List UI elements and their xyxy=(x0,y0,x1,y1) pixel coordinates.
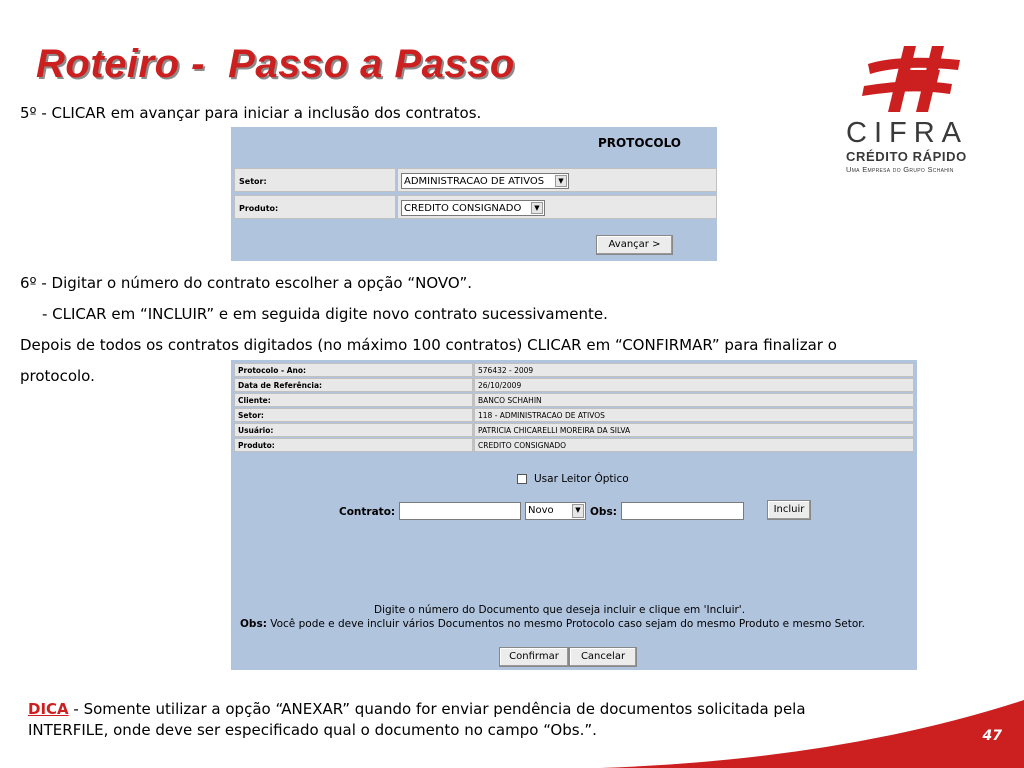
logo-subtitle: Uma Empresa do Grupo Schahin xyxy=(846,165,954,174)
info-label: Setor: xyxy=(234,408,473,422)
info-value: 26/10/2009 xyxy=(474,378,914,392)
chevron-down-icon: ▼ xyxy=(555,175,567,187)
note-text xyxy=(240,618,865,630)
info-row xyxy=(234,423,914,437)
protocol-heading: PROTOCOLO xyxy=(597,136,681,150)
info-value: CREDITO CONSIGNADO xyxy=(474,438,914,452)
protocol-form xyxy=(231,127,717,261)
obs-label: Obs: xyxy=(590,506,617,518)
setor-label: Setor: xyxy=(234,168,396,192)
tip-label: DICA xyxy=(28,700,69,718)
contrato-input[interactable] xyxy=(399,502,521,520)
info-label: Data de Referência: xyxy=(234,378,473,392)
info-label: Produto: xyxy=(234,438,473,452)
incluir-button[interactable]: Incluir xyxy=(767,500,811,520)
setor-row xyxy=(234,168,717,192)
slide-title: Roteiro - Passo a Passo xyxy=(36,42,515,86)
tip-body: - Somente utilizar a opção “ANEXAR” quando for enviar pendência de documentos solicitada pela INTERFILE, onde deve ser especificado qual o documento no campo “Obs.”. xyxy=(28,700,806,739)
tipo-select[interactable] xyxy=(525,502,586,520)
info-row xyxy=(234,438,914,452)
produto-select-value: CREDITO CONSIGNADO xyxy=(404,203,522,214)
info-row xyxy=(234,378,914,392)
leitor-optico-label: Usar Leitor Óptico xyxy=(534,473,629,485)
contract-entry-form xyxy=(231,360,917,670)
step-6-text: 6º - Digitar o número do contrato escolher a opção “NOVO”. xyxy=(20,274,472,292)
tipo-select-value: Novo xyxy=(528,505,554,516)
leitor-optico-checkbox[interactable] xyxy=(517,474,527,484)
produto-row xyxy=(234,195,717,219)
setor-cell xyxy=(397,168,717,192)
chevron-down-icon: ▼ xyxy=(572,504,584,518)
page-number: 47 xyxy=(982,728,1002,744)
step-6-protocolo-text: protocolo. xyxy=(20,367,95,385)
avancar-button[interactable]: Avançar > xyxy=(596,235,673,255)
confirmar-button[interactable]: Confirmar xyxy=(499,647,569,667)
info-row xyxy=(234,363,914,377)
info-label: Usuário: xyxy=(234,423,473,437)
obs-input[interactable] xyxy=(621,502,744,520)
info-value: BANCO SCHAHIN xyxy=(474,393,914,407)
info-value: PATRICIA CHICARELLI MOREIRA DA SILVA xyxy=(474,423,914,437)
step-5-text: 5º - CLICAR em avançar para iniciar a inclusão dos contratos. xyxy=(20,104,482,122)
info-row xyxy=(234,393,914,407)
note-label: Obs: xyxy=(240,618,267,630)
instruction-text: Digite o número do Documento que deseja incluir e clique em 'Incluir'. xyxy=(374,604,746,616)
info-value: 118 - ADMINISTRACAO DE ATIVOS xyxy=(474,408,914,422)
logo-tagline: CRÉDITO RÁPIDO xyxy=(846,149,967,164)
logo-word: CIFRA xyxy=(846,117,968,149)
note-body: Você pode e deve incluir vários Documentos no mesmo Protocolo caso sejam do mesmo Produto e mesmo Setor. xyxy=(266,618,865,630)
corner-decoration xyxy=(600,700,1024,768)
info-row xyxy=(234,408,914,422)
produto-select[interactable] xyxy=(401,200,545,216)
contrato-label: Contrato: xyxy=(339,506,396,518)
info-label: Cliente: xyxy=(234,393,473,407)
step-6-confirmar-text: Depois de todos os contratos digitados (no máximo 100 contratos) CLICAR em “CONFIRMAR” para finalizar o xyxy=(20,336,837,354)
produto-cell xyxy=(397,195,717,219)
setor-select[interactable] xyxy=(401,173,569,189)
info-label: Protocolo - Ano: xyxy=(234,363,473,377)
produto-label: Produto: xyxy=(234,195,396,219)
step-6-incluir-text: - CLICAR em “INCLUIR” e em seguida digite novo contrato sucessivamente. xyxy=(42,305,608,323)
cancelar-button[interactable]: Cancelar xyxy=(569,647,637,667)
setor-select-value: ADMINISTRACAO DE ATIVOS xyxy=(404,176,545,187)
info-value: 576432 - 2009 xyxy=(474,363,914,377)
chevron-down-icon: ▼ xyxy=(531,202,543,214)
